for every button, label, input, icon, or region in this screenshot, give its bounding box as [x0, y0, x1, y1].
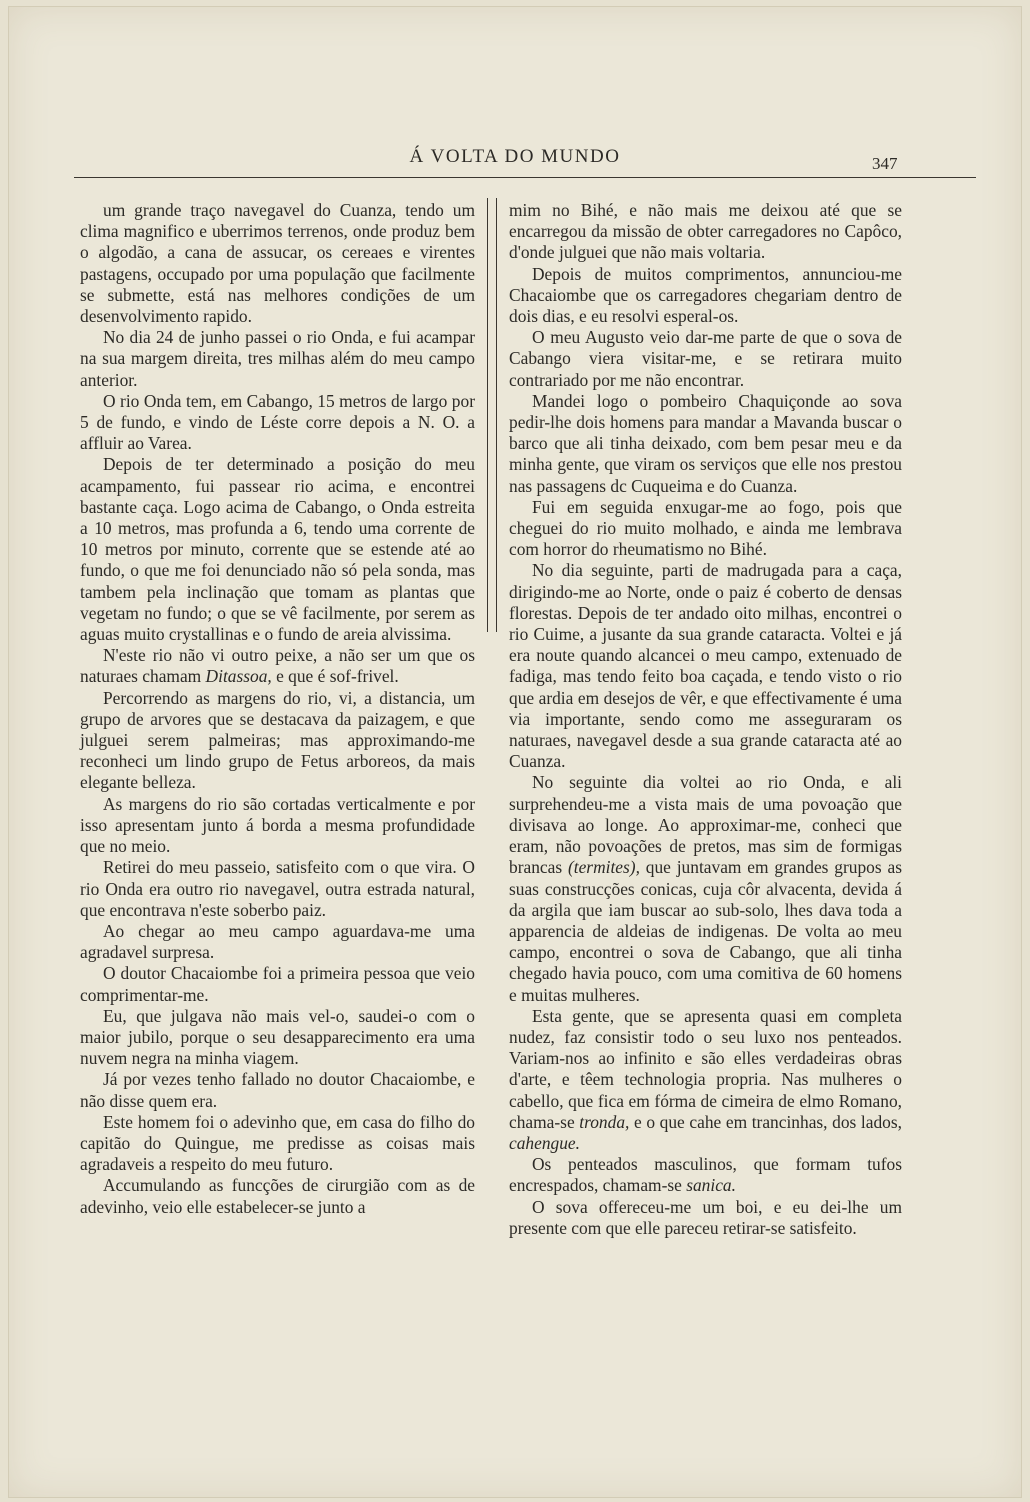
paragraph	[80, 645, 475, 687]
paragraph	[509, 1006, 902, 1154]
italic-term: Ditassoa,	[205, 666, 272, 687]
paragraph: Fui em seguida enxugar-me ao fogo, pois que cheguei do rio muito molhado, e ainda me lembrava com horror do rheumatismo no Bihé.	[509, 496, 902, 560]
paragraph: As margens do rio são cortadas verticalmente e por isso apresentam junto á borda a mesma profundidade que no meio.	[80, 793, 475, 857]
paragraph: O doutor Chacaiombe foi a primeira pessoa que veio comprimentar-me.	[80, 963, 475, 1005]
paragraph: No dia 24 de junho passei o rio Onda, e fui acampar na sua margem direita, tres milhas além do meu campo anterior.	[80, 327, 475, 390]
paragraph: O sova offereceu-me um boi, e eu dei-lhe um presente com que elle pareceu retirar-se satisfeito.	[509, 1196, 902, 1238]
page-header	[0, 146, 1030, 172]
paragraph: Já por vezes tenho fallado no doutor Chacaiombe, e não disse quem era.	[80, 1069, 475, 1111]
paragraph: No dia seguinte, parti de madrugada para a caça, dirigindo-me ao Norte, onde o paiz é coberto de densas florestas. Depois de ter andado oito milhas, encontrei o rio Cuime, a jusante da sua grande cataracta. Voltei e já era noute quando alcancei o meu campo, extenuado de fadiga, mas tendo feito boa caçada, e tendo visto o rio que ardia em desejos de vêr, e que effectivamente é uma via importante, sendo como me asseguraram os naturaes, navegavel desde a sua grande cataracta até ao Cuanza.	[509, 560, 902, 772]
text-run: Os penteados masculinos, que formam tufos encrespados, chamam-se	[509, 1154, 902, 1196]
paragraph: Depois de muitos comprimentos, annunciou-me Chacaiombe que os carregadores chegariam dentro de dois dias, e eu resolvi esperal-os.	[509, 263, 902, 327]
paragraph: Mandei logo o pombeiro Chaquiçonde ao sova pedir-lhe dois homens para mandar a Mavanda buscar o barco que ali tinha deixado, com bem pesar meu e da minha gente, que viram os serviços que elle nos prestou nas passagens dc Cuqueima e do Cuanza.	[509, 390, 902, 496]
header-rule	[74, 177, 976, 178]
text-run: que juntavam em grandes grupos as suas construcções conicas, cuja côr alvacenta, devida á da argila que iam buscar ao sub-solo, lhes dava toda a apparencia de aldeias de indigenas. De volta ao meu campo, encontrei o sova de Cabango, que ali tinha chegado havia pouco, com uma comitiva de 60 homens e muitas mulheres.	[509, 857, 902, 1005]
paragraph	[509, 772, 902, 1005]
paragraph: O meu Augusto veio dar-me parte de que o sova de Cabango viera visitar-me, e se retirara muito contrariado por me não encontrar.	[509, 327, 902, 390]
page-number: 347	[872, 154, 898, 173]
italic-term: sanica.	[686, 1175, 736, 1196]
paragraph: um grande traço navegavel do Cuanza, tendo um clima magnifico e uberrimos terrenos, onde produz bem o algodão, a cana de assucar, os cereaes e virentes pastagens, occupado por uma população que facilmente se submette, está nas melhores condições de um desenvolvimento rapido.	[80, 200, 475, 327]
italic-term: cahengue.	[509, 1132, 580, 1153]
paragraph: Retirei do meu passeio, satisfeito com o que vira. O rio Onda era outro rio navegavel, outra estrada natural, que encontrava n'este soberbo paiz.	[80, 857, 475, 920]
text-run: No seguinte dia voltei ao rio Onda, e ali surprehendeu-me a vista mais de uma povoação que divisava ao longe. Ao approximar-me, conheci que eram, não povoações de pretos, mas sim de formigas brancas	[509, 772, 902, 878]
running-title: Á VOLTA DO MUNDO	[409, 146, 621, 167]
text-run: e que é sof-frivel.	[271, 666, 399, 687]
text-run: N'este rio não vi outro peixe, a não ser um que os naturaes chamam	[80, 645, 475, 687]
right-column	[509, 200, 902, 1239]
paragraph: Accumulando as funcções de cirurgião com as de adevinho, veio elle estabelecer-se junto a	[80, 1175, 475, 1217]
italic-term: tronda,	[579, 1111, 630, 1132]
paragraph: mim no Bihé, e não mais me deixou até que se encarregou da missão de obter carregadores no Capôco, d'onde julguei que não mais voltaria.	[509, 200, 902, 263]
paragraph	[509, 1154, 902, 1196]
text-run: Esta gente, que se apresenta quasi em completa nudez, faz consistir todo o seu luxo nos penteados. Variam-nos ao infinito e são elles verdadeiras obras d'arte, e têem technologia propria. Nas mulheres o cabello, que fica em fórma de cimeira de elmo Romano, chama-se	[509, 1005, 902, 1132]
paragraph: Depois de ter determinado a posição do meu acampamento, fui passear rio acima, e encontrei bastante caça. Logo acima de Cabango, o Onda estreita a 10 metros, mas profunda a 6, tendo uma corrente de 10 metros por minuto, corrente que se estende até ao fundo, o que me foi denunciado não só pela sonda, mas tambem pela inclinação que tomam as plantas que vegetam no fundo; o que se vê facilmente, por serem as aguas muito crystallinas e o fundo de areia alvissima.	[80, 454, 475, 645]
paragraph: Eu, que julgava não mais vel-o, saudei-o com o maior jubilo, porque o seu desapparecimento era uma nuvem negra na minha viagem.	[80, 1005, 475, 1069]
column-divider	[487, 198, 497, 632]
italic-term: (termites),	[567, 857, 640, 878]
text-run: e o que cahe em trancinhas, dos lados,	[629, 1111, 902, 1132]
paragraph: Ao chegar ao meu campo aguardava-me uma agradavel surpresa.	[80, 920, 475, 963]
paragraph: Percorrendo as margens do rio, vi, a distancia, um grupo de arvores que se destacava da paizagem, e que julguei serem palmeiras; mas approximando-me reconheci um lindo grupo de Fetus arboreos, da mais elegante belleza.	[80, 687, 475, 793]
paragraph: Este homem foi o adevinho que, em casa do filho do capitão do Quingue, me predisse as coisas mais agradaveis a respeito do meu futuro.	[80, 1111, 475, 1175]
left-column	[80, 200, 475, 1218]
paragraph: O rio Onda tem, em Cabango, 15 metros de largo por 5 de fundo, e vindo de Léste corre depois a N. O. a affluir ao Varea.	[80, 390, 475, 454]
